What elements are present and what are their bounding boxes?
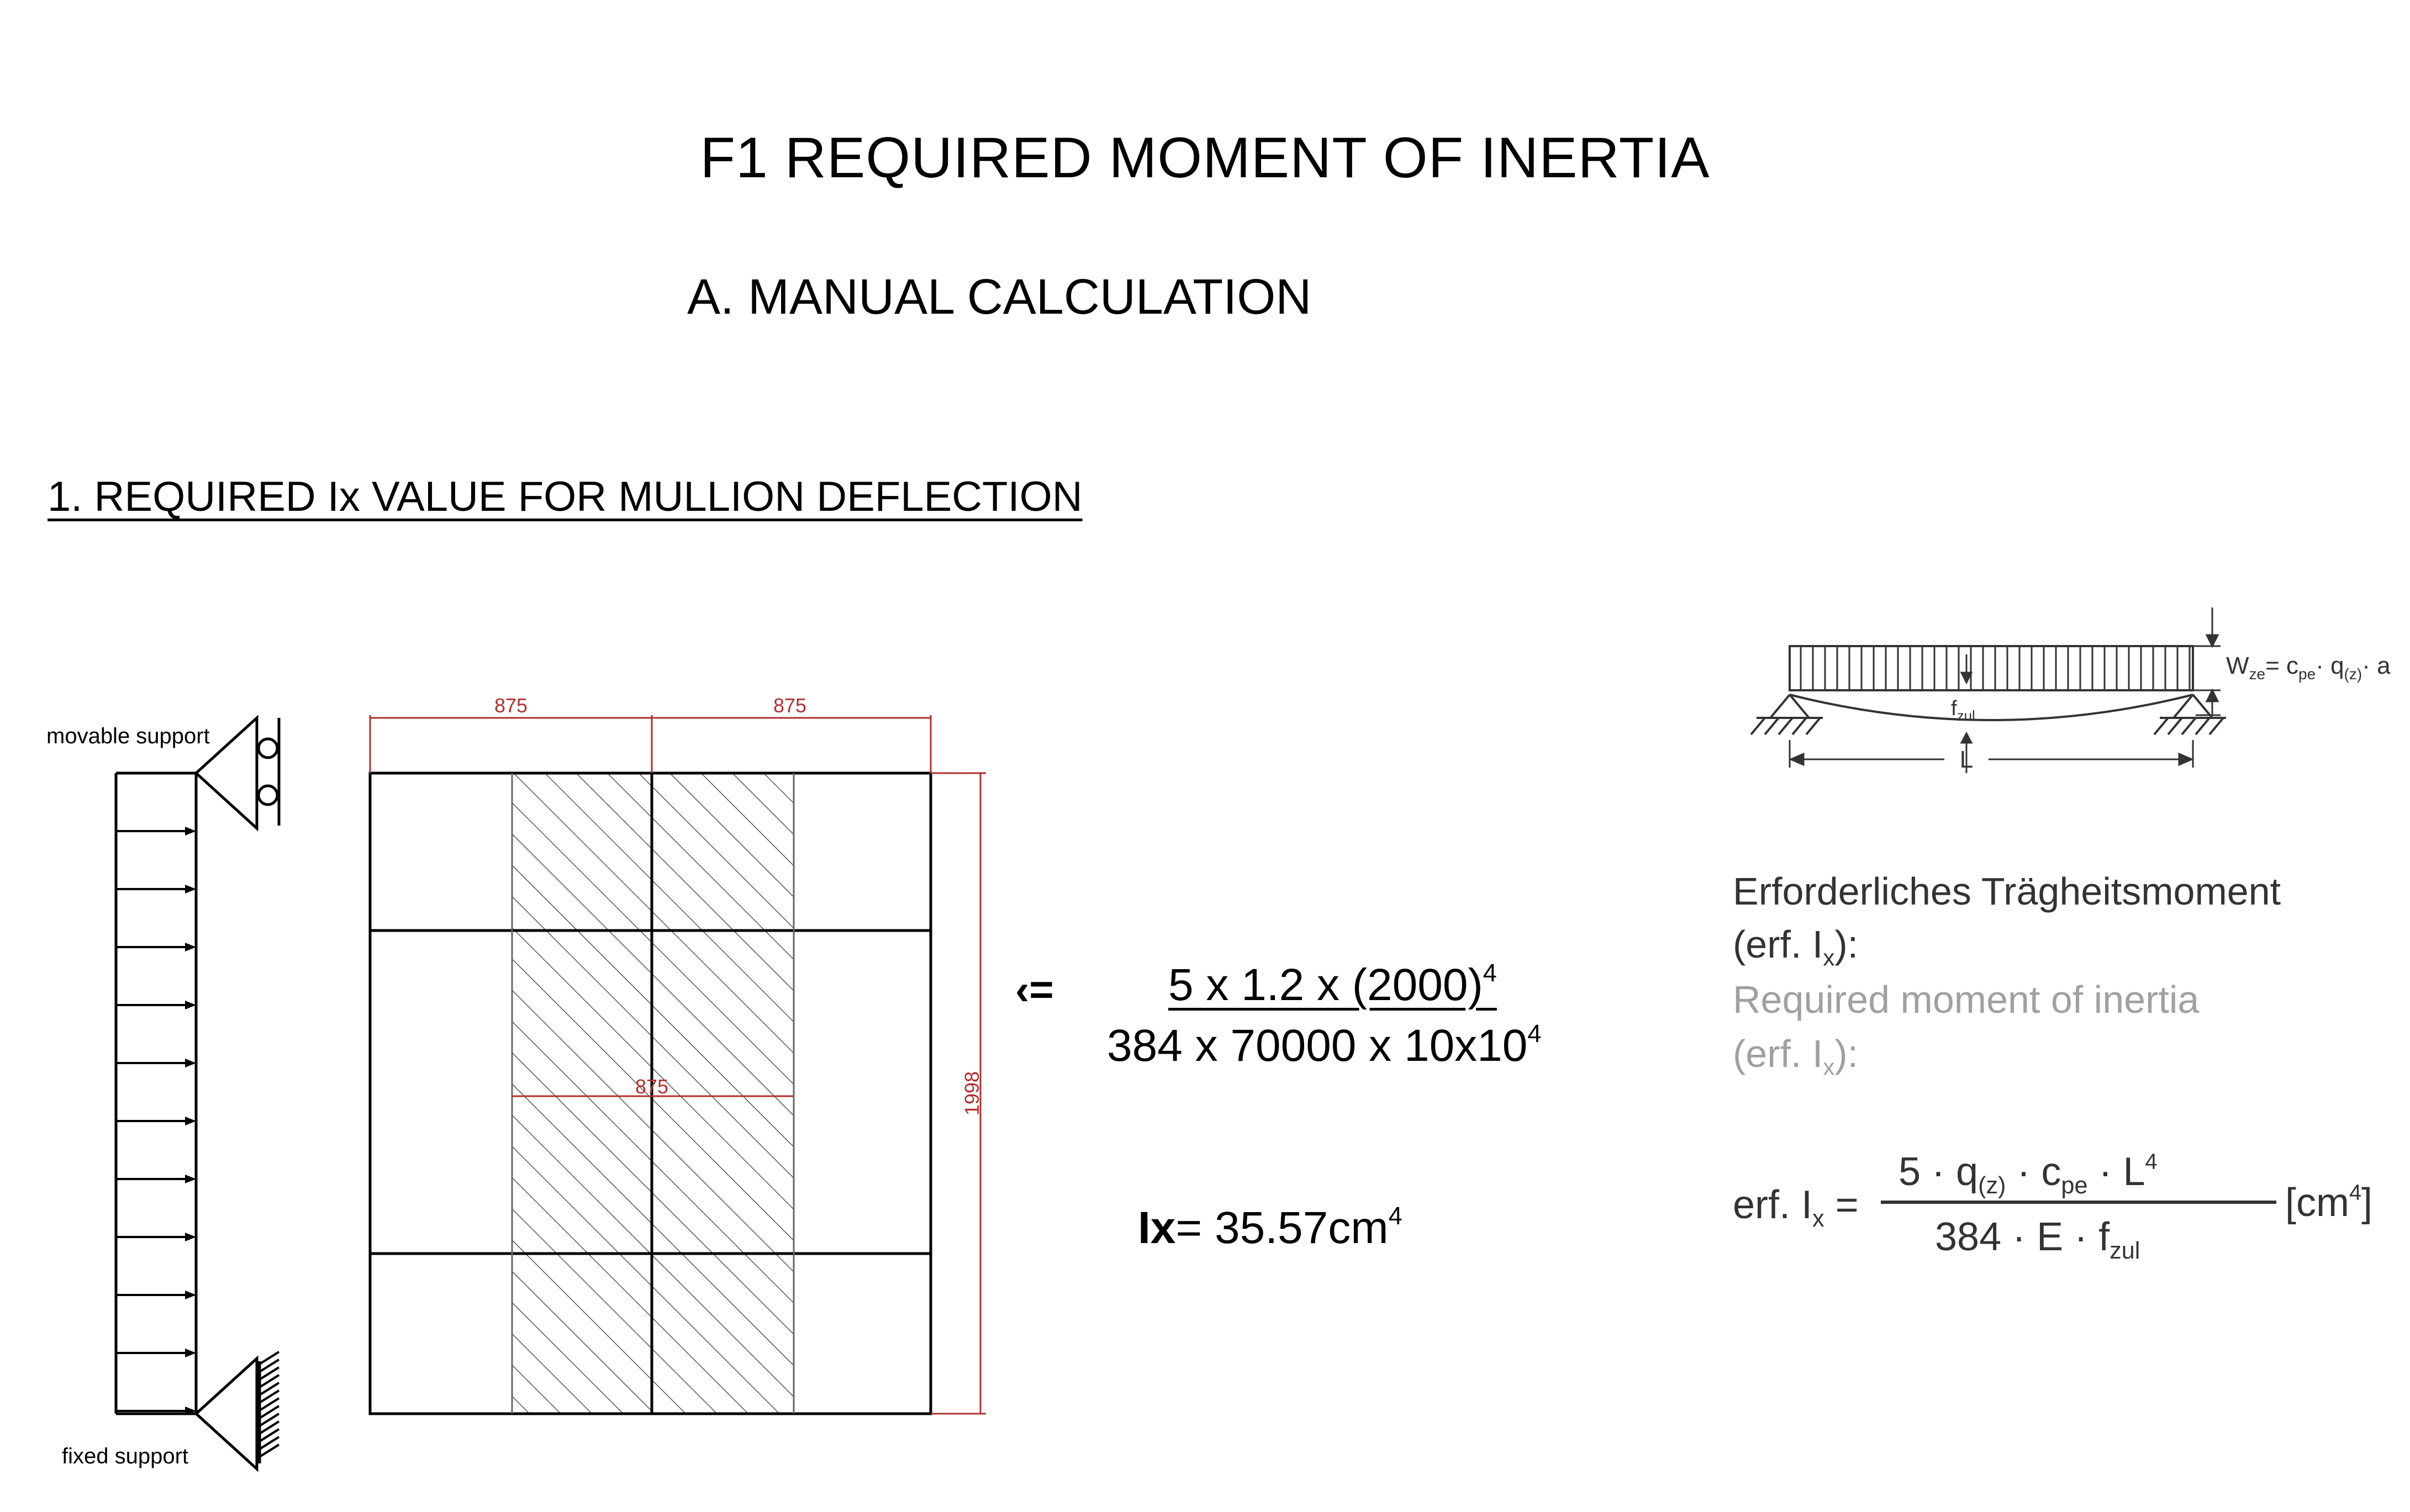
english-subheading: (erf. $I_x$): xyxy=(1733,1032,1859,1080)
load-arrow-head xyxy=(185,1001,196,1009)
general-inertia-formula xyxy=(1733,1149,2374,1292)
load-arrow-head xyxy=(185,1349,196,1357)
english-heading: Required moment of inertia xyxy=(1733,978,2200,1021)
load-arrow-head xyxy=(185,827,196,836)
mullion-elevation-diagram xyxy=(0,635,1050,1497)
load-arrow-head xyxy=(185,943,196,951)
load-arrow-head xyxy=(185,1233,196,1241)
formula-numerator: $5 \cdot q_{(z)} \cdot c_{pe} \cdot L^4$ xyxy=(1899,1149,2158,1199)
formula-denominator: $384 \cdot E \cdot f_{zul}$ xyxy=(1935,1215,2140,1265)
dimension-middle: 875 xyxy=(635,1075,669,1098)
formula-lhs: erf. $I_x$ = xyxy=(1733,1183,1859,1233)
dimension-top-left: 875 xyxy=(494,694,528,717)
formula-fraction-bar xyxy=(1881,1201,2276,1204)
reference-beam-diagram xyxy=(1712,585,2391,806)
formula-unit: $[cm^4]$ xyxy=(2285,1180,2373,1225)
load-formula-label: $W_{ze}= c_{pe}\cdot q_{(z)}\cdot a$ xyxy=(2226,652,2391,683)
load-arrows xyxy=(116,827,196,1415)
reference-supports xyxy=(1751,695,2226,734)
load-arrow-head xyxy=(185,1291,196,1299)
dimension-height: 1998 xyxy=(961,1071,983,1116)
calc-prefix: ‹= xyxy=(1015,966,1054,1013)
fixed-support-symbol xyxy=(196,1358,260,1469)
reference-load-lines xyxy=(1801,646,2190,690)
load-arrow-head xyxy=(185,1059,196,1067)
movable-support-label: movable support xyxy=(46,724,210,748)
fixed-support-hatch xyxy=(260,1352,279,1457)
load-arrow-head xyxy=(185,1175,196,1183)
distributed-load xyxy=(116,773,196,1414)
fixed-support-label: fixed support xyxy=(62,1444,189,1468)
span-label: L xyxy=(1959,746,1974,773)
german-heading: Erforderliches Trägheitsmoment xyxy=(1733,870,2281,913)
page-title: F1 REQUIRED MOMENT OF INERTIA xyxy=(700,126,1710,190)
calc-numerator: 5 x 1.2 x $(2000)^4$ xyxy=(1168,959,1497,1010)
load-arrow-head xyxy=(185,885,196,894)
page-subtitle: A. MANUAL CALCULATION xyxy=(687,269,1312,325)
deflection-label: $f_{zul}$ xyxy=(1951,697,1975,724)
calc-denominator: 384 x 70000 x $10x10^4$ xyxy=(1107,1019,1542,1071)
load-arrow-head xyxy=(185,1117,196,1125)
calc-result: $Ix= 35.57cm^4$ xyxy=(1138,1202,1402,1253)
section-heading: 1. REQUIRED Ix VALUE FOR MULLION DEFLECTION xyxy=(48,473,1083,520)
german-subheading: (erf. $I_x$): xyxy=(1733,923,1859,971)
dimension-top-right: 875 xyxy=(773,694,807,717)
